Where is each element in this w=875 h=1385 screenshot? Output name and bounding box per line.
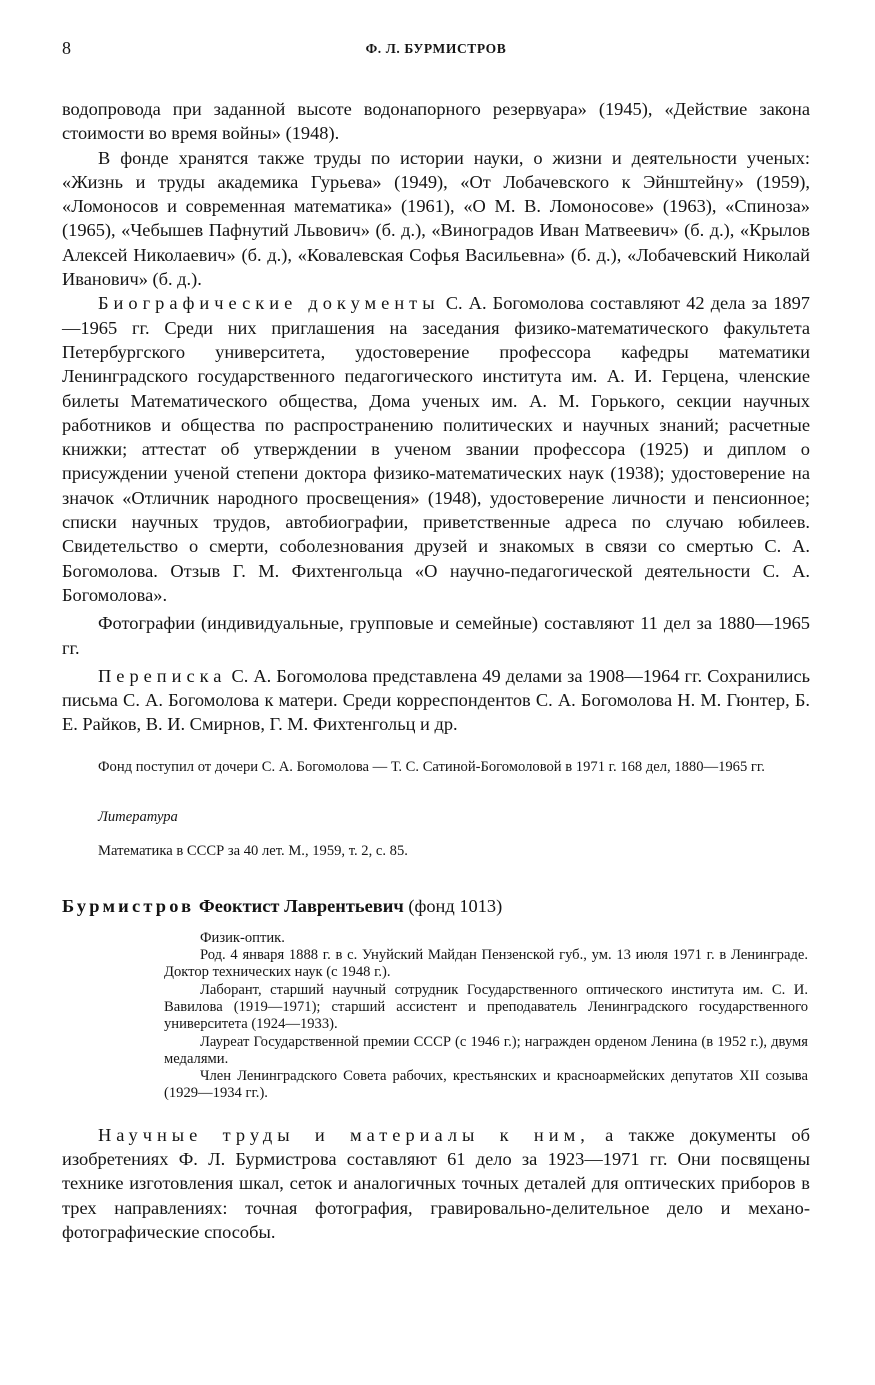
paragraph-history-of-science: В фонде хранятся также труды по истории науки, о жизни и деятельности ученых: «Жизнь и труды академика Гурьева» (1949), «От Лобачевского к Эйнштейну» (1959), «Ломоносов и современная математика» (1961), «О М. В. Ломоносове» (1963), «Спиноза» (1965), «Чебышев Пафнутий Львович» (б. д.), «Виноградов Иван Матвеевич» (б. д.), «Крылов Алексей Николаевич» (б. д.), «Ковалевская Софья Васильевна» (б. д.), «Лобачевский Николай Иванович» (б. д.). (62, 147, 810, 290)
spaced-lead-scientific-works: Научные труды и материалы к ним, (98, 1124, 590, 1145)
biography-block (164, 930, 808, 1103)
bio-line: Член Ленинградского Совета рабочих, крестьянских и красноармейских депутатов XII созыва (1929—1934 гг.). (164, 1068, 808, 1102)
spaced-lead-biographical: Биографические документы (98, 293, 440, 314)
paragraph-correspondence-text: С. А. Богомолова представлена 49 делами за 1908—1964 гг. Сохранились письма С. А. Богомолова к матери. Среди корреспондентов С. А. Богомолова Н. М. Гюнтер, Б. Е. Райков, В. И. Смирнов, Г. М. Фихтенгольц и др. (62, 665, 810, 735)
fund-acquisition-note (62, 759, 810, 776)
paragraph-photographs: Фотографии (индивидуальные, групповые и семейные) составляют 11 дел за 1880—1965 гг. (62, 613, 810, 658)
running-head (62, 38, 810, 62)
section-burmistrov-fund (62, 1123, 810, 1244)
paragraph-continued: водопровода при заданной высоте водонапорного резервуара» (1945), «Действие закона стоимости во время войны» (1948). (62, 99, 810, 144)
literature-entry: Математика в СССР за 40 лет. М., 1959, т. 2, с. 85. (98, 842, 408, 859)
spaced-lead-correspondence: Переписка (98, 665, 227, 686)
bio-line: Лаборант, старший научный сотрудник Государственного оптического института им. С. И. Вавилова (1919—1971); старший ассистент и преподаватель Ленинградского государственного университета (1924—1933). (164, 981, 808, 1033)
running-title: Ф. Л. БУРМИСТРОВ (365, 41, 507, 56)
bio-line: Род. 4 января 1888 г. в с. Унуйский Майдан Пензенской губ., ум. 13 июля 1971 г. в Ленинграде. Доктор технических наук (с 1948 г.). (164, 947, 808, 981)
paragraph-correspondence (62, 664, 810, 737)
fund-note-text: Фонд поступил от дочери С. А. Богомолова — Т. С. Сатиной-Богомоловой в 1971 г. 168 дел, 1880—1965 гг. (98, 758, 765, 775)
bio-line: Лауреат Государственной премии СССР (с 1946 г.); награжден орденом Ленина (в 1952 г.), двумя медалями. (164, 1033, 808, 1067)
fund-heading-burmistrov (62, 894, 810, 918)
paragraph-scientific-works (62, 1123, 810, 1244)
paragraph-biographical-documents (62, 291, 810, 607)
fund-reference: (фонд 1013) (403, 895, 503, 916)
bio-line: Физик-оптик. (200, 929, 285, 946)
paragraph-biographical-text: С. А. Богомолова составляют 42 дела за 1897—1965 гг. Среди них приглашения на заседания физико-математического факультета Петербургского университета, удостоверение профессора кафедры математики Ленинградского государственного педагогического института им. А. И. Герцена, членские билеты Математического общества, Дома ученых им. А. М. Горького, секции научных работников и общества по распространению политических и научных знаний; расчетные книжки; аттестат об утверждении в ученом звании профессора (1925) и диплом о присуждении ученой степени доктора физико-математических наук (1938); удостоверение на значок «Отличник народного просвещения» (1948), удостоверение личности и пенсионное; списки научных трудов, автобиографии, приветственные адреса по случаю юбилеев. Свидетельство о смерти, соболезнования друзей и знакомых в связи со смертью С. А. Богомолова. Отзыв Г. М. Фихтенгольца «О научно-педагогической деятельности С. А. Богомолова». (62, 293, 811, 605)
fund-surname: Бурмистров (62, 895, 195, 916)
fund-given-name: Феоктист Лаврентьевич (194, 895, 404, 916)
section-bogomolov-fund (62, 97, 810, 737)
paragraph-scientific-works-text: а также документы об изобретениях Ф. Л. Бурмистрова составляют 61 дело за 1923—1971 гг. Они посвящены технике изготовления шкал, сеток и аналогичных точных деталей для оптических приборов в трех направлениях: точная фотография, гравировально-делительное дело и механо-фотографические способы. (62, 1124, 810, 1242)
literature-heading: Литература (98, 808, 178, 825)
document-page (62, 38, 810, 1244)
page-number: 8 (62, 38, 71, 58)
